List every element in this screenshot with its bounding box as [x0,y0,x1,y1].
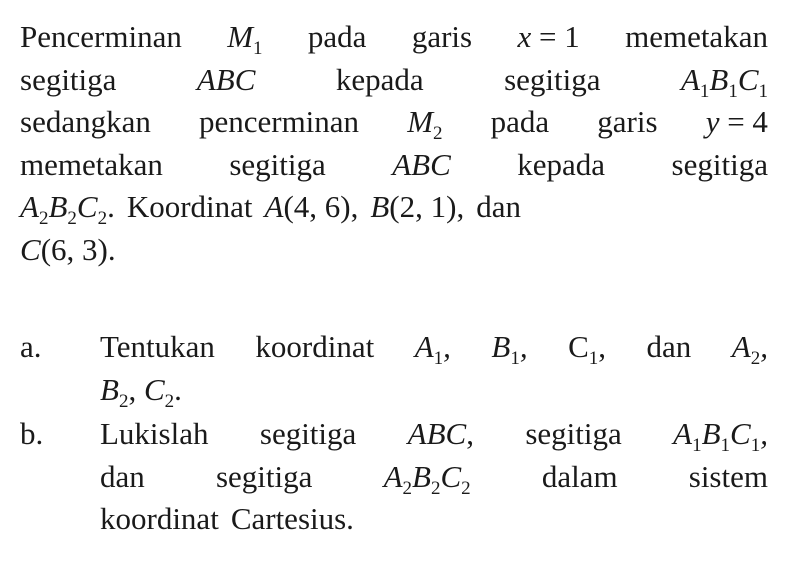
problem-line-5: $A_2B_2C_2$. Koordinat A(4, 6), B(2, 1), dan [20,189,521,229]
problem-line-2: segitiga ABC kepada segitiga $A_1B_1C_1$ [20,61,768,102]
item-marker: b. [20,416,44,451]
problem-line-1: Pencerminan $M_1$ pada garis x = 1 memetakan [20,19,768,59]
problem-line-3: sedangkan pencerminan $M_2$ pada garis y = 4 [20,104,768,144]
item-a-line-2: $B_2$, $C_2$. [100,371,182,412]
problem-line-6: C(6, 3). [20,231,116,267]
item-b-line-2: dan segitiga $A_2B_2C_2$ dalam sistem [100,458,768,499]
item-b-line-1: Lukislah segitiga ABC, segitiga $A_1B_1C_1$, [100,416,768,456]
item-a-line-1: Tentukan koordinat $A_1$, $B_1$, $C_1$, dan $A_2$, [100,329,768,369]
problem-line-4: memetakan segitiga ABC kepada segitiga [20,146,768,182]
item-b-line-3: koordinat Cartesius. [100,501,354,536]
item-marker: a. [20,329,42,364]
problem-statement [20,16,768,271]
